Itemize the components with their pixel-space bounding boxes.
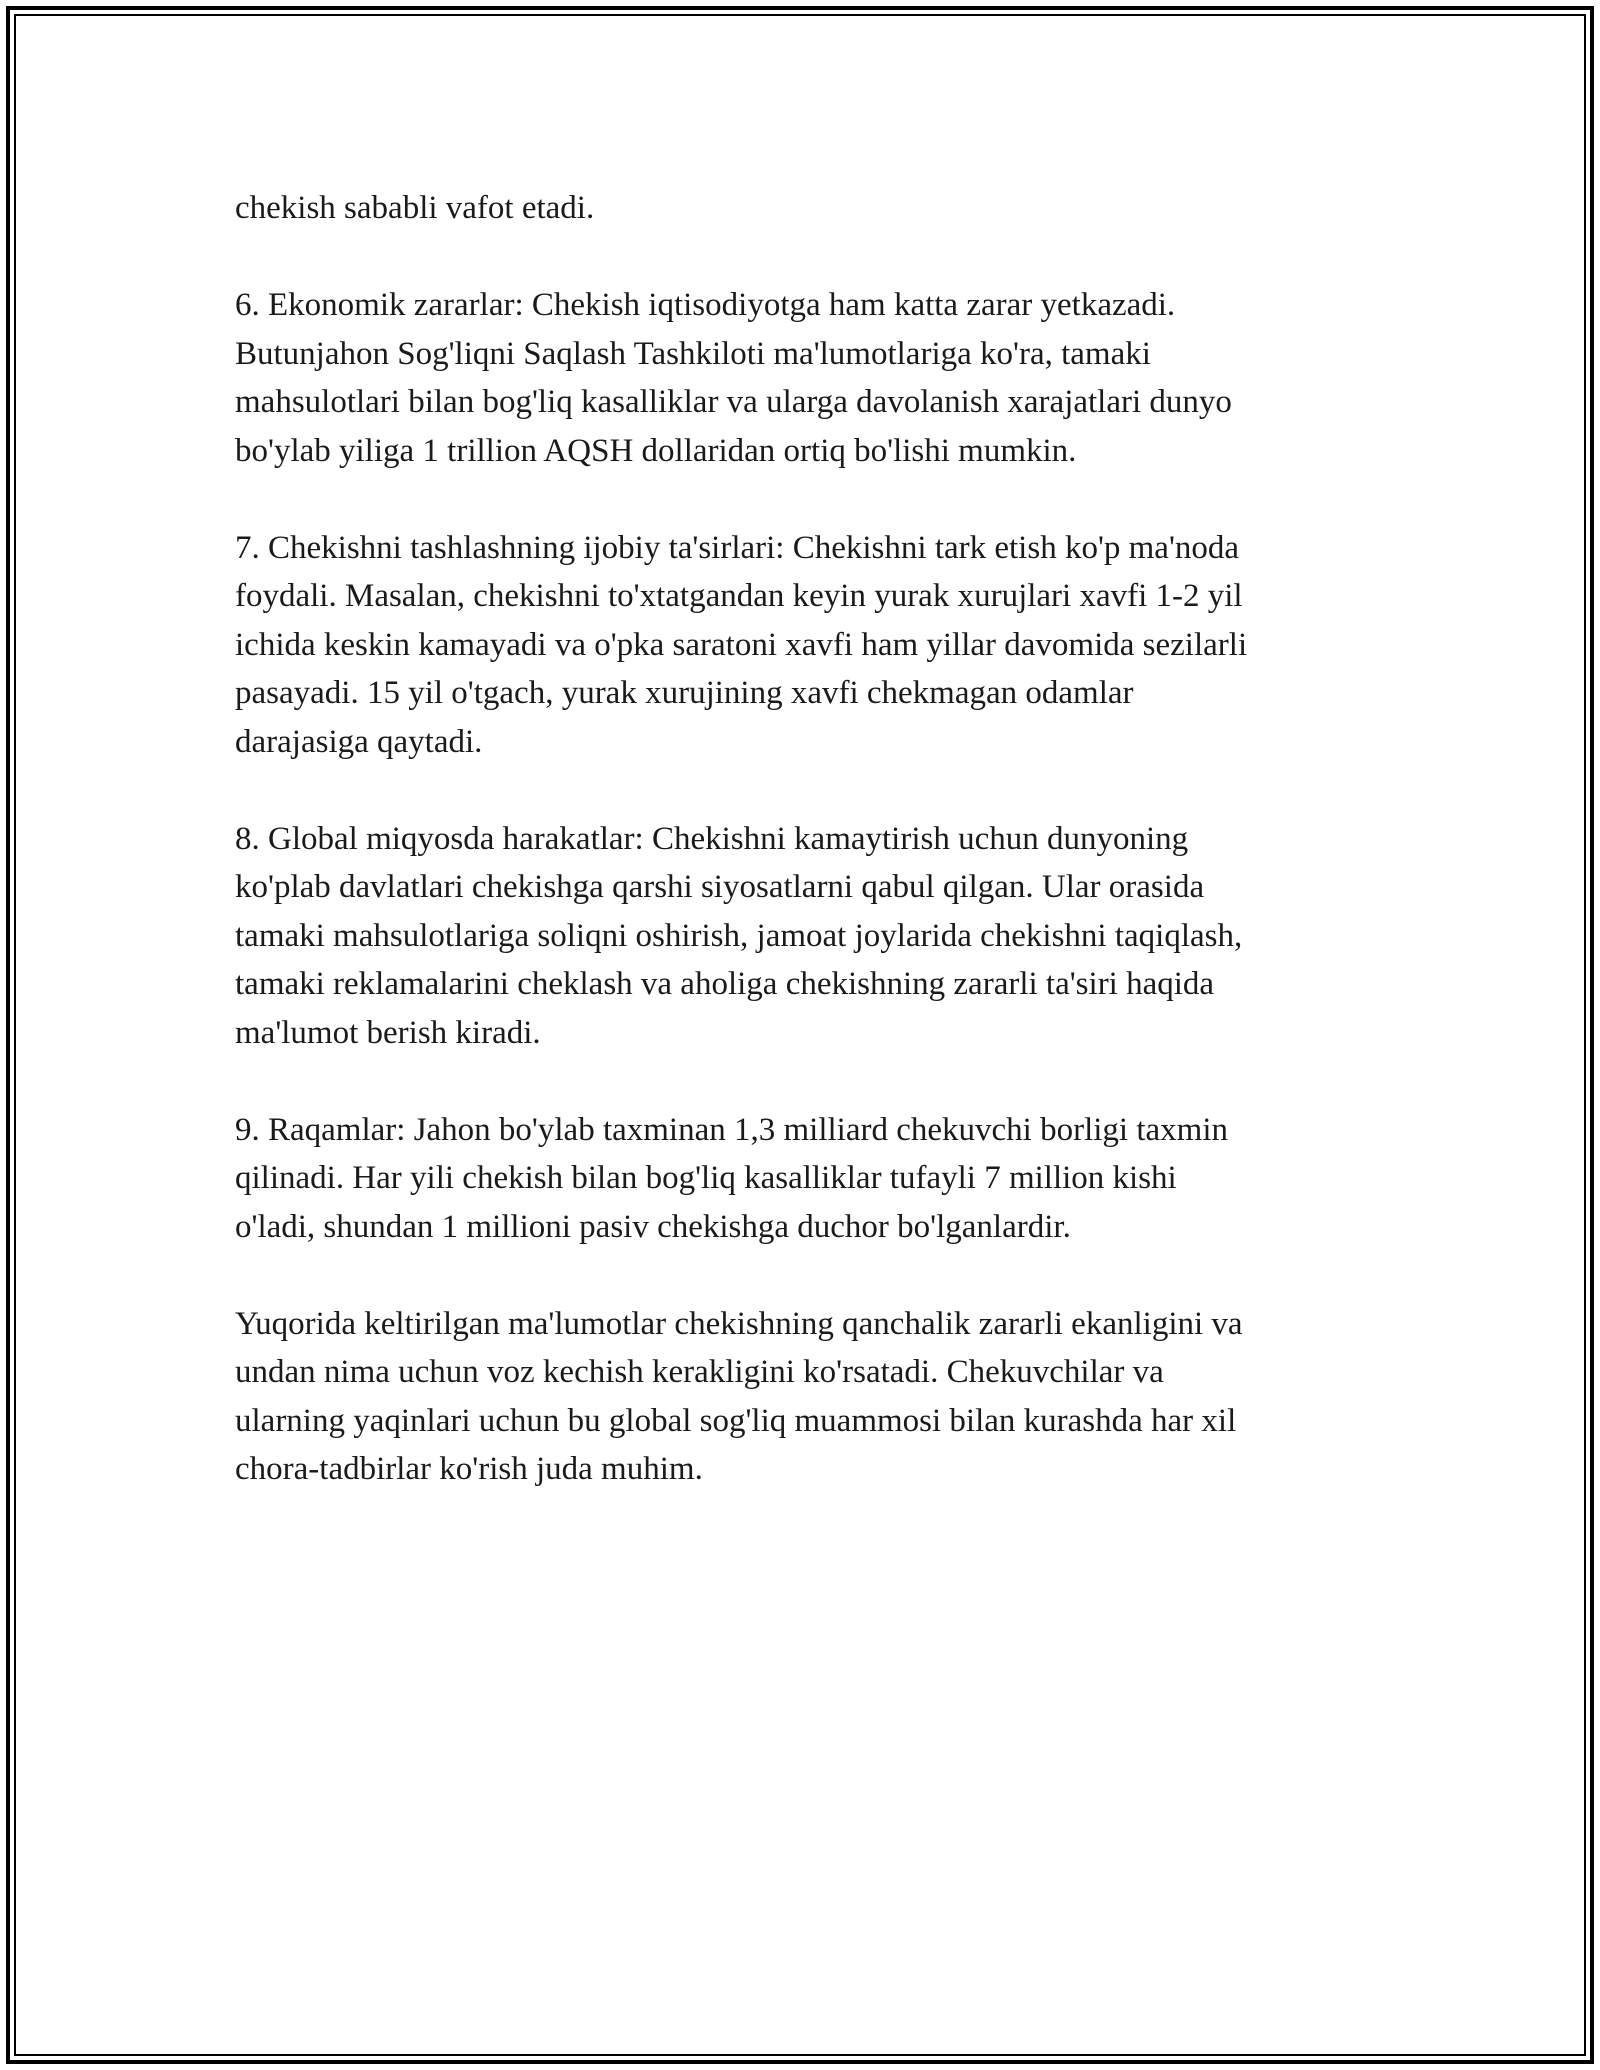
document-body	[235, 184, 1395, 1542]
paragraph-statistics: 9. Raqamlar: Jahon bo'ylab taxminan 1,3 milliard chekuvchi borligi taxmin qilinadi. Har yili chekish bilan bog'liq kasalliklar tufayli 7 million kishi o'ladi, shundan 1 millioni pasiv chekishga duchor bo'lganlardir.	[235, 1111, 1228, 1245]
paragraph-global-actions: 8. Global miqyosda harakatlar: Chekishni kamaytirish uchun dunyoning ko'plab davlatlari chekishga qarshi siyosatlarni qabul qilgan. Ular orasida tamaki mahsulotlariga soliqni oshirish, jamoat joylarida chekishni taqiqlash, tamaki reklamalarini cheklash va aholiga chekishning zararli ta'siri haqida ma'lumot berish kiradi.	[235, 820, 1243, 1051]
paragraph-conclusion: Yuqorida keltirilgan ma'lumotlar chekishning qanchalik zararli ekanligini va undan nima uchun voz kechish kerakligini ko'rsatadi. Chekuvchilar va ularning yaqinlari uchun bu global sog'liq muammosi bilan kurashda har xil chora-tadbirlar ko'rish juda muhim.	[235, 1305, 1243, 1487]
paragraph-quitting-benefits: 7. Chekishni tashlashning ijobiy ta'sirlari: Chekishni tark etish ko'p ma'noda foydali. Masalan, chekishni to'xtatgandan keyin yurak xurujlari xavfi 1-2 yil ichida keskin kamayadi va o'pka saratoni xavfi ham yillar davomida sezilarli pasayadi. 15 yil o'tgach, yurak xurujining xavfi chekmagan odamlar darajasiga qaytadi.	[235, 529, 1248, 760]
paragraph-economic-harm: 6. Ekonomik zararlar: Chekish iqtisodiyotga ham katta zarar yetkazadi. Butunjahon Sog'liqni Saqlash Tashkiloti ma'lumotlariga ko'ra, tamaki mahsulotlari bilan bog'liq kasalliklar va ularga davolanish xarajatlari dunyo bo'ylab yiliga 1 trillion AQSH dollaridan ortiq bo'lishi mumkin.	[235, 287, 1232, 469]
paragraph-continuation: chekish sababli vafot etadi.	[235, 190, 595, 226]
